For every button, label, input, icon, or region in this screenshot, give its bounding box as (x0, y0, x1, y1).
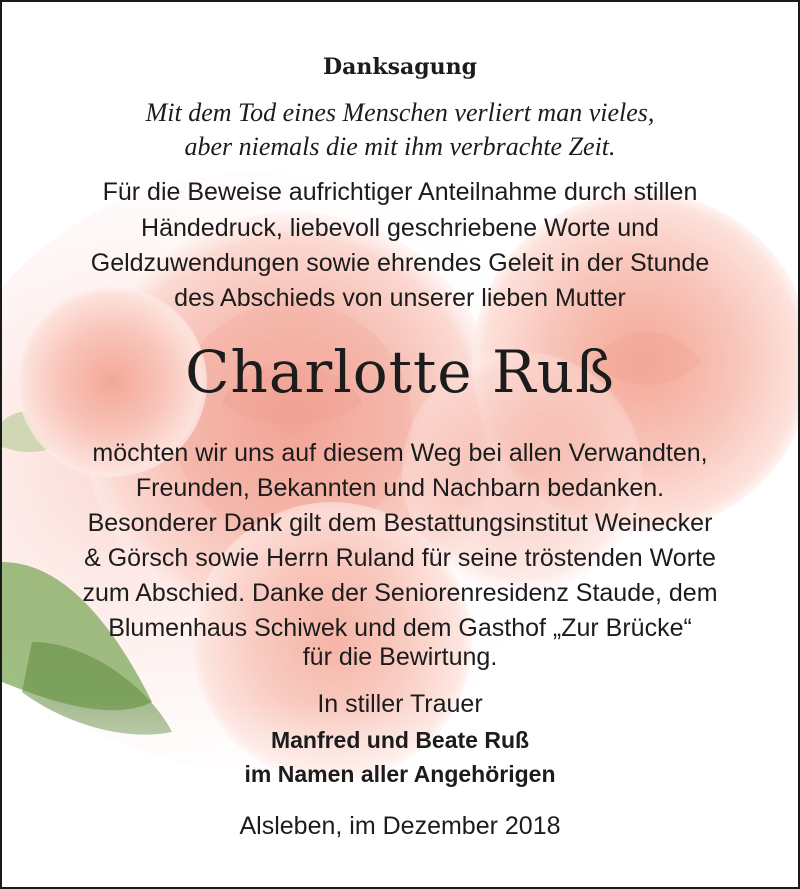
thanks-line-3: Besonderer Dank gilt dem Bestattungsinstitut Weinecker (87, 509, 713, 537)
thanks-line-2: Freunden, Bekannten und Nachbarn bedanken. (135, 474, 665, 502)
signatory-names: Manfred und Beate Ruß (270, 727, 530, 753)
thanks-line-7: für die Bewirtung. (302, 643, 498, 671)
deceased-name: Charlotte Ruß (185, 338, 615, 406)
intro-line-4: des Abschieds von unserer lieben Mutter (174, 284, 626, 312)
quote-line-2: aber niemals die mit ihm verbrachte Zeit. (184, 132, 616, 161)
thanks-line-6: Blumenhaus Schiwek und dem Gasthof „Zur Brücke“ (108, 614, 692, 642)
thanks-line-1: möchten wir uns auf diesem Weg bei allen Verwandten, (92, 439, 708, 467)
intro-line-2: Händedruck, liebevoll geschriebene Worte und (141, 214, 659, 242)
thanks-line-4: & Görsch sowie Herrn Ruland für seine tröstenden Worte (84, 544, 716, 572)
mourning-line: In stiller Trauer (317, 690, 483, 718)
heading: Danksagung (323, 54, 477, 80)
place-date: Alsleben, im Dezember 2018 (239, 812, 561, 840)
intro-line-1: Für die Beweise aufrichtiger Anteilnahme durch stillen (102, 178, 698, 206)
thanks-line-5: zum Abschied. Danke der Seniorenresidenz Staude, dem (82, 579, 718, 607)
intro-line-3: Geldzuwendungen sowie ehrendes Geleit in der Stunde (90, 249, 710, 277)
quote-line-1: Mit dem Tod eines Menschen verliert man vieles, (145, 98, 655, 127)
signatory-family: im Namen aller Angehörigen (244, 761, 556, 787)
